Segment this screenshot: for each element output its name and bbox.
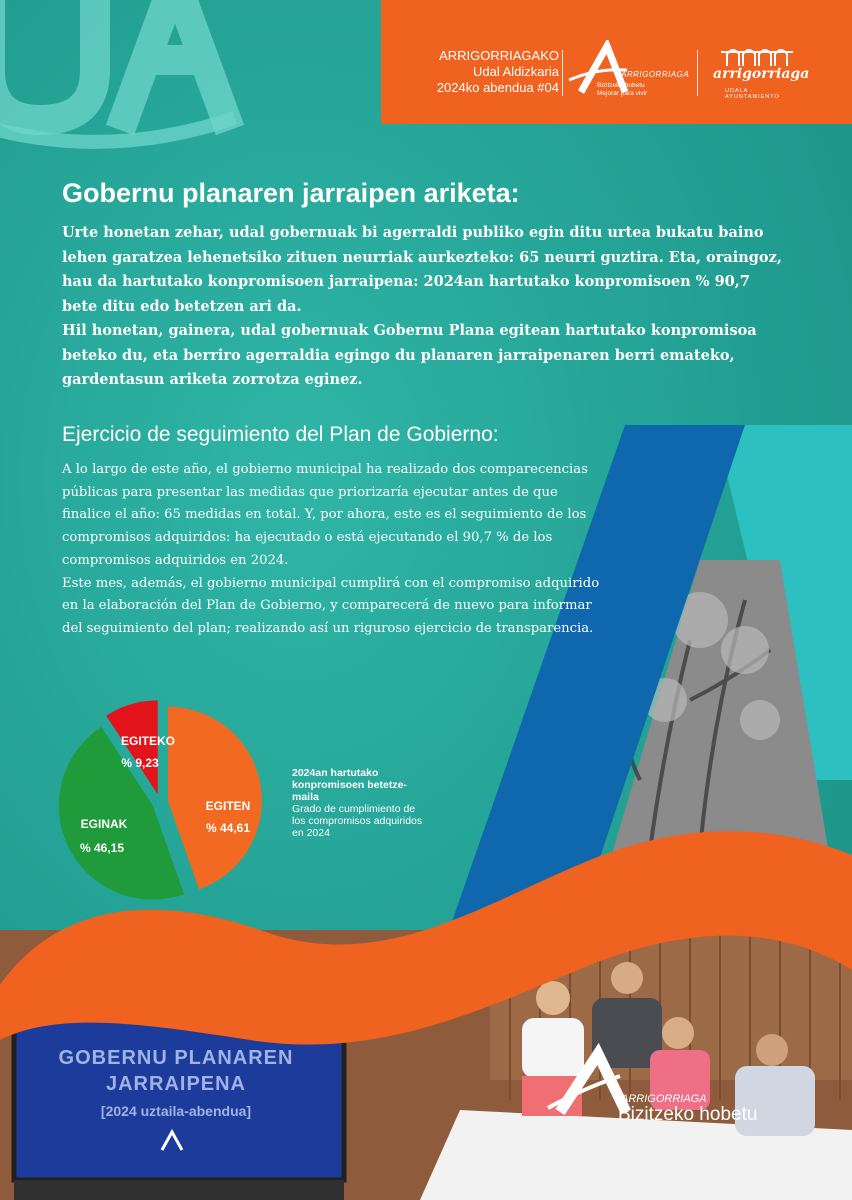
slice-eginak-label: EGINAK bbox=[80, 817, 128, 831]
title-spanish: Ejercicio de seguimiento del Plan de Gobierno: bbox=[62, 423, 499, 446]
pie-caption-basque: 2024an hartutako konpromisoen betetze-maila bbox=[292, 767, 407, 803]
overlay-slogan: Bizitzeko hobetu bbox=[618, 1104, 758, 1125]
slice-egiten-label: EGITEN bbox=[205, 799, 251, 813]
pie-caption-spanish: Grado de cumplimiento de los compromisos adquiridos en 2024 bbox=[292, 803, 423, 839]
magazine-name: Udal Aldizkaria bbox=[473, 64, 559, 79]
magazine-town: ARRIGORRIAGAKO bbox=[439, 48, 559, 63]
logo-tagline-eu: Bizitzeko hobetu bbox=[597, 82, 645, 89]
slice-eginak-value: % 46,15 bbox=[79, 841, 125, 855]
title-basque: Gobernu planaren jarraipen ariketa: bbox=[62, 178, 520, 208]
ayuntamiento-brand: arrigorriaga bbox=[713, 66, 810, 82]
screen-title-1: GOBERNU PLANAREN bbox=[58, 1047, 294, 1069]
screen-title-2: JARRAIPENA bbox=[105, 1073, 247, 1095]
screen-subtitle: [2024 uztaila-abendua] bbox=[100, 1103, 252, 1119]
slice-egiten-value: % 44,61 bbox=[205, 821, 251, 835]
paragraph-spanish-1: A lo largo de este año, el gobierno municipal ha realizado dos comparecencias públicas para presentar las medidas que priorizaría ejecutar antes de que finalice el año: 65 medidas en total. Y, por ahora, este es el seguimiento de los compromisos adquiridos: ha ejecutado o está ejecutando el 90,7 % de los compromisos adquiridos en 2024. bbox=[62, 462, 588, 568]
magazine-issue: 2024ko abendua #04 bbox=[436, 80, 559, 95]
paragraph-basque-2: Hil honetan, gainera, udal gobernuak Gobernu Plana egitean hartutako konpromisoa beteko du, eta berriro agerraldia egingo du planaren jarraipenaren berri emateko, gardentasun ariketa zorrotza eginez. bbox=[62, 322, 757, 388]
paragraph-basque-1: Urte honetan zehar, udal gobernuak bi agerraldi publiko egin ditu urtea bukatu baino lehen garatzea lehenetsiko zituen neurriak aurkezteko: 65 neurri guztira. Eta, oraingoz, hau da hartutako konpromisoen jarraipena: 2024an hartutako konpromisoen % 90,7 bete ditu edo betetzen ari da. bbox=[62, 224, 782, 315]
overlay-brand: ARRIGORRIAGA bbox=[621, 1093, 707, 1105]
logo-brand-text: ARRIGORRIAGA bbox=[621, 70, 690, 79]
ayuntamiento-sub: UDALA · AYUNTAMIENTO bbox=[725, 88, 780, 100]
slice-egiteko-label: EGITEKO bbox=[120, 734, 176, 748]
logo-tagline-es: Mejorar para vivir bbox=[597, 90, 648, 97]
paragraph-spanish-2: Este mes, además, el gobierno municipal cumplirá con el compromiso adquirido en la elaboración del Plan de Gobierno, y comparecerá de nuevo para informar del seguimiento del plan; realizando así un riguroso ejercicio de transparencia. bbox=[62, 575, 600, 636]
slice-egiteko-value: % 9,23 bbox=[121, 756, 159, 770]
